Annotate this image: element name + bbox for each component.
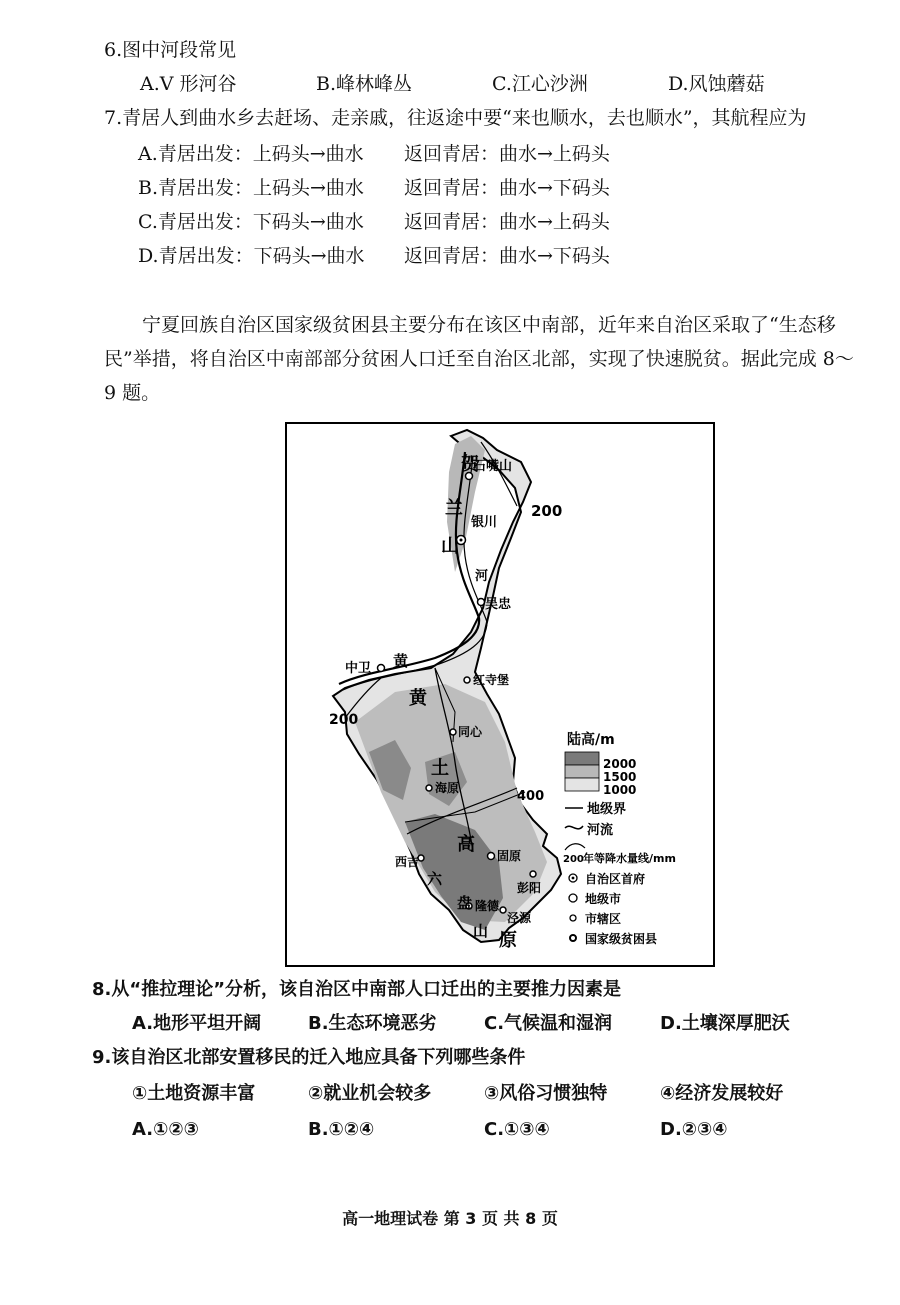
label-longde: 隆德 — [475, 899, 500, 913]
passage-text: 宁夏回族自治区国家级贫困县主要分布在该区中南部，近年来自治区采取了“生态移民”举措，将自治区中南部部分贫困人口迁至自治区北部，实现了快速脱贫。据此完成 8～9 题。 — [104, 314, 854, 404]
label-guyuan: 固原 — [497, 849, 522, 863]
legend-city: 地级市 — [585, 892, 622, 906]
label-loess-1: 黄 — [409, 688, 427, 709]
q8-option-c: C.气候温和湿润 — [484, 1013, 613, 1034]
q6-option-d: D.风蚀蘑菇 — [668, 73, 765, 95]
label-yinchuan: 银川 — [471, 515, 498, 530]
legend-district-marker — [570, 915, 576, 921]
label-jingyuan: 泾源 — [507, 911, 532, 925]
q9-item-3: ③风俗习惯独特 — [484, 1083, 608, 1104]
legend-isoline: 年等降水量线/mm — [583, 852, 676, 865]
label-liupan-2: 盘 — [457, 894, 473, 912]
label-loess-4: 原 — [499, 930, 517, 951]
legend-level-2000: 2000 — [603, 757, 637, 771]
legend-county-marker — [570, 935, 576, 941]
q7-option-b: B.青居出发：上码头→曲水 — [138, 177, 364, 199]
jingyuan-marker — [500, 907, 506, 913]
q8-option-a: A.地形平坦开阔 — [132, 1013, 262, 1034]
q9-item-2: ②就业机会较多 — [308, 1083, 432, 1104]
label-loess-3: 高 — [457, 834, 475, 855]
legend-boundary: 地级界 — [587, 802, 627, 817]
q8-stem: 8.从“推拉理论”分析，该自治区中南部人口迁出的主要推力因素是 — [92, 979, 622, 1000]
legend-district: 市辖区 — [585, 912, 622, 926]
q6-option-a: A.V 形河谷 — [140, 73, 237, 95]
legend-county: 国家级贫困县 — [585, 932, 658, 946]
label-isohyet-400: 400 — [517, 789, 545, 804]
legend-capital-marker-dot — [572, 877, 575, 880]
q8-option-b: B.生态环境恶劣 — [308, 1013, 437, 1034]
label-he: 河 — [475, 569, 489, 584]
label-huanghe: 黄 — [393, 652, 409, 670]
label-tongxin: 同心 — [458, 725, 483, 739]
label-isohyet-200-west: 200 — [329, 712, 359, 728]
q7-option-a: A.青居出发：上码头→曲水 — [138, 143, 364, 165]
q7-option-b-return: 返回青居：曲水→下码头 — [404, 177, 610, 199]
label-shizuishan: 石嘴山 — [473, 459, 513, 474]
label-haiyuan: 海原 — [435, 781, 460, 795]
tongxin-marker — [450, 729, 456, 735]
legend-capital: 自治区首府 — [585, 872, 646, 886]
q9-item-4: ④经济发展较好 — [660, 1083, 784, 1104]
label-wuzhong: 吴忠 — [485, 597, 512, 612]
q9-option-a: A.①②③ — [132, 1119, 199, 1140]
q9-option-c: C.①③④ — [484, 1119, 550, 1140]
label-zhongwei: 中卫 — [345, 661, 372, 676]
legend-river: 河流 — [587, 823, 614, 838]
q7-option-c: C.青居出发：下码头→曲水 — [138, 211, 364, 233]
legend-level-1500: 1500 — [603, 770, 637, 784]
yinchuan-marker-dot — [460, 539, 463, 542]
q6-stem: 6.图中河段常见 — [104, 39, 237, 61]
q7-option-a-return: 返回青居：曲水→上码头 — [404, 143, 610, 165]
q7-option-d-return: 返回青居：曲水→下码头 — [404, 245, 610, 267]
legend-swatch-1500 — [565, 765, 599, 778]
legend-swatch-2000 — [565, 752, 599, 765]
label-pengyang: 彭阳 — [517, 881, 542, 895]
label-helan-2: 兰 — [445, 498, 463, 519]
q9-stem: 9.该自治区北部安置移民的迁入地应具备下列哪些条件 — [92, 1047, 526, 1068]
legend-swatch-1000 — [565, 778, 599, 791]
label-loess-2: 土 — [431, 758, 449, 779]
q9-option-b: B.①②④ — [308, 1119, 375, 1140]
legend-title: 陆高/m — [567, 732, 615, 748]
guyuan-marker — [488, 853, 495, 860]
label-helan-1: 贺 — [461, 454, 479, 475]
label-helan-3: 山 — [441, 536, 459, 557]
zhongwei-marker — [378, 665, 385, 672]
page-footer: 高一地理试卷 第 3 页 共 8 页 — [342, 1209, 558, 1228]
q6-option-b: B.峰林峰丛 — [316, 73, 413, 95]
q9-item-1: ①土地资源丰富 — [132, 1083, 256, 1104]
wuzhong-marker — [478, 599, 485, 606]
q9-option-d: D.②③④ — [660, 1119, 728, 1140]
haiyuan-marker — [426, 785, 432, 791]
q6-option-c: C.江心沙洲 — [492, 73, 588, 95]
label-liupan-1: 六 — [427, 870, 443, 888]
pengyang-marker — [530, 871, 536, 877]
q7-stem: 7.青居人到曲水乡去赶场、走亲戚，往返途中要“来也顺水，去也顺水”，其航程应为 — [104, 107, 807, 129]
legend-isoline-value: 200 — [563, 854, 584, 865]
label-xiji: 西吉 — [395, 855, 420, 869]
ningxia-map — [285, 422, 715, 967]
legend-level-1000: 1000 — [603, 783, 637, 797]
label-liupan-3: 山 — [473, 922, 489, 940]
legend-city-marker — [569, 894, 577, 902]
q7-option-c-return: 返回青居：曲水→上码头 — [404, 211, 610, 233]
q7-option-d: D.青居出发：下码头→曲水 — [138, 245, 365, 267]
label-hongsibao: 红寺堡 — [473, 673, 510, 687]
label-isohyet-200-north: 200 — [531, 502, 563, 520]
q8-option-d: D.土壤深厚肥沃 — [660, 1013, 790, 1034]
hongsibao-marker — [464, 677, 470, 683]
